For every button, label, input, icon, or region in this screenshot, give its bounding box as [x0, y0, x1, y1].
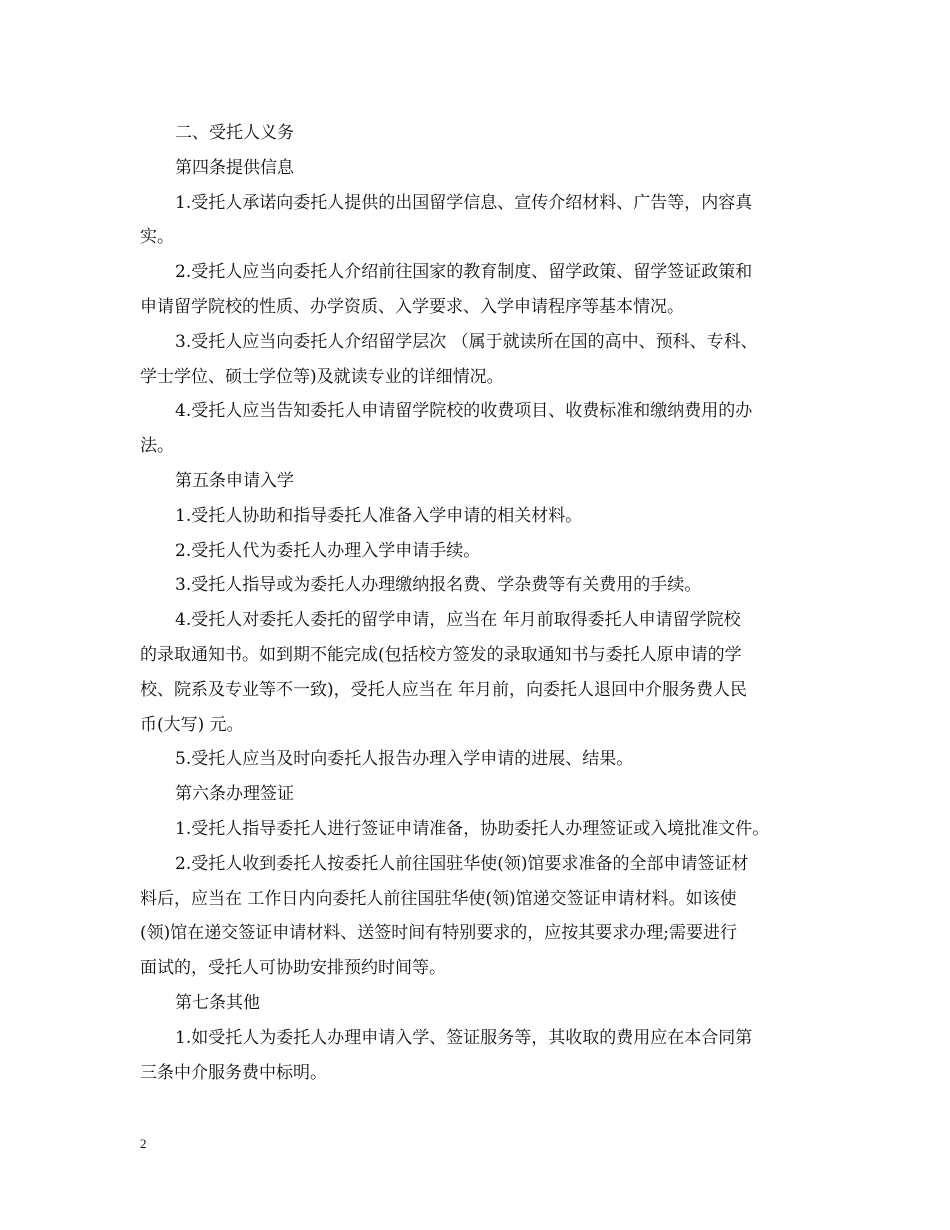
- text-line: 校、院系及专业等不一致)，受托人应当在 年月前，向委托人退回中介服务费人民: [140, 679, 748, 700]
- text-line: 实。: [140, 227, 174, 248]
- text-line: 3.受托人应当向委托人介绍留学层次 （属于就读所在国的高中、预科、专科、: [175, 331, 758, 352]
- text-line: 5.受托人应当及时向委托人报告办理入学申请的进展、结果。: [175, 749, 634, 770]
- text-line: 3.受托人指导或为委托人办理缴纳报名费、学杂费等有关费用的手续。: [175, 575, 702, 596]
- text-line: 料后，应当在 工作日内向委托人前往国驻华使(领)馆递交签证申请材料。如该使: [140, 888, 737, 909]
- text-line: 1.如受托人为委托人办理申请入学、签证服务等，其收取的费用应在本合同第: [175, 1027, 753, 1048]
- text-line: 申请留学院校的性质、办学资质、入学要求、入学申请程序等基本情况。: [140, 296, 684, 317]
- page-number: 2: [140, 1136, 147, 1151]
- text-line: (领)馆在递交签证申请材料、送签时间有特别要求的，应按其要求办理;需要进行: [140, 923, 737, 944]
- text-line: 面试的，受托人可协助安排预约时间等。: [140, 958, 446, 979]
- text-line: 第五条申请入学: [175, 470, 294, 491]
- document-body: [140, 116, 820, 1090]
- text-line: 2.受托人收到委托人按委托人前往国驻华使(领)馆要求准备的全部申请签证材: [175, 853, 749, 874]
- text-line: 三条中介服务费中标明。: [140, 1062, 327, 1083]
- text-line: 4.受托人对委托人委托的留学申请，应当在 年月前取得委托人申请留学院校: [175, 610, 741, 631]
- text-line: 二、受托人义务: [175, 123, 294, 143]
- text-line: 1.受托人协助和指导委托人准备入学申请的相关材料。: [175, 505, 583, 526]
- text-line: 2.受托人应当向委托人介绍前往国家的教育制度、留学政策、留学签证政策和: [175, 262, 753, 283]
- text-line: 第六条办理签证: [175, 784, 294, 805]
- text-line: 法。: [140, 436, 174, 457]
- text-line: 1.受托人承诺向委托人提供的出国留学信息、宣传介绍材料、广告等，内容真: [175, 192, 753, 213]
- text-line: 第七条其他: [175, 992, 260, 1013]
- text-line: 1.受托人指导委托人进行签证申请准备，协助委托人办理签证或入境批准文件。: [175, 818, 770, 839]
- text-line: 学士学位、硕士学位等)及就读专业的详细情况。: [140, 366, 504, 387]
- text-line: 币(大写) 元。: [140, 714, 244, 735]
- text-line: 2.受托人代为委托人办理入学申请手续。: [175, 540, 481, 561]
- text-line: 的录取通知书。如到期不能完成(包括校方签发的录取通知书与委托人原申请的学: [140, 644, 742, 665]
- text-line: 第四条提供信息: [175, 157, 294, 178]
- text-line: 4.受托人应当告知委托人申请留学院校的收费项目、收费标准和缴纳费用的办: [175, 401, 753, 422]
